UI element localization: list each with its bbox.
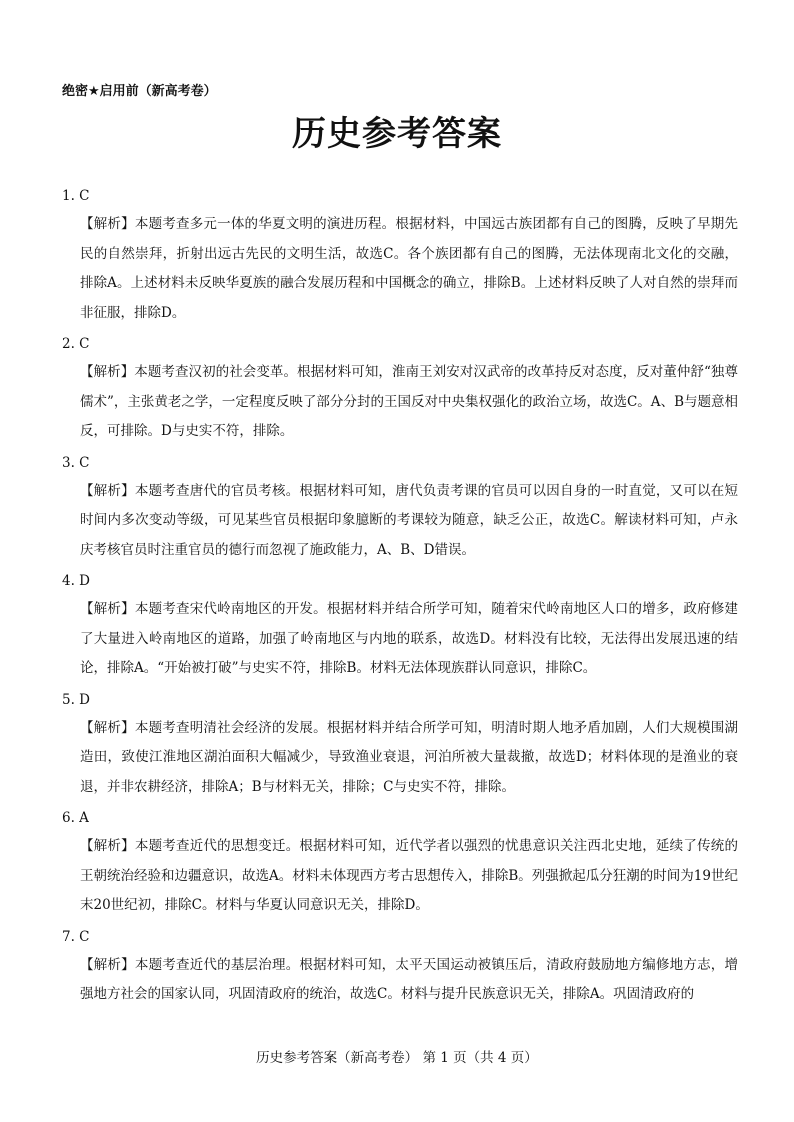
answer-item-3 [62,449,738,566]
question-number: 2. C [62,336,90,352]
answer-item-5 [62,686,738,803]
analysis-text: 【解析】本题考查近代的基层治理。根据材料可知，太平天国运动被镇压后，清政府鼓励地方编修地方志，增强地方社会的国家认同，巩固清政府的统治，故选C。材料与提升民族意识无关，排除A。巩固清政府的 [80,956,738,1002]
question-number: 4. D [62,573,90,589]
question-number: 7. C [62,928,90,945]
question-number: 1. C [62,188,90,204]
analysis-text: 【解析】本题考查唐代的官员考核。根据材料可知，唐代负责考课的官员可以因自身的一时直觉，又可以在短时间内多次变动等级，可见某些官员根据印象臆断的考课较为随意，缺乏公正，故选C。解读材料可知，卢永庆考核官员时注重官员的德行而忽视了施政能力，A、B、D错误。 [80,482,738,558]
answer-item-6 [62,804,738,921]
question-number: 3. C [62,454,90,471]
answer-list [62,182,738,1012]
answer-item-7 [62,923,738,1010]
answer-item-4 [62,567,738,684]
analysis-text: 【解析】本题考查汉初的社会变革。根据材料可知，淮南王刘安对汉武帝的改革持反对态度，反对董仲舒“独尊儒术”，主张黄老之学，一定程度反映了部分分封的王国反对中央集权强化的政治立场，故选C。A、B与题意相反，可排除。D与史实不符，排除。 [80,364,738,439]
analysis-text: 【解析】本题考查近代的思想变迁。根据材料可知，近代学者以强烈的忧患意识关注西北史地，延续了传统的王朝统治经验和边疆意识，故选A。材料未体现西方考古思想传入，排除B。列强掀起瓜分狂潮的时间为19世纪末20世纪初，排除C。材料与华夏认同意识无关，排除D。 [80,838,738,913]
page-footer: 历史参考答案（新高考卷） 第 1 页（共 4 页） [256,1050,538,1066]
question-number: 6. A [62,810,89,826]
confidential-label: 绝密★启用前（新高考卷） [62,84,217,99]
analysis-text: 【解析】本题考查多元一体的华夏文明的演进历程。根据材料，中国远古族团都有自己的图腾，反映了早期先民的自然崇拜，折射出远古先民的文明生活，故选C。各个族团都有自己的图腾，无法体现南北文化的交融，排除A。上述材料未反映华夏族的融合发展历程和中国概念的确立，排除B。上述材料反映了人对自然的崇拜而非征服，排除D。 [80,216,738,321]
answer-item-2 [62,330,738,447]
analysis-text: 【解析】本题考查宋代岭南地区的开发。根据材料并结合所学可知，随着宋代岭南地区人口的增多，政府修建了大量进入岭南地区的道路，加强了岭南地区与内地的联系，故选D。材料没有比较，无法得出发展迅速的结论，排除A。“开始被打破”与史实不符，排除B。材料无法体现族群认同意识，排除C。 [80,601,738,676]
page-title: 历史参考答案 [292,114,502,154]
answer-item-1 [62,182,738,328]
analysis-text: 【解析】本题考查明清社会经济的发展。根据材料并结合所学可知，明清时期人地矛盾加剧，人们大规模围湖造田，致使江淮地区湖泊面积大幅减少，导致渔业衰退，河泊所被大量裁撤，故选D；材料体现的是渔业的衰退，并非农耕经济，排除A；B与材料无关，排除；C与史实不符，排除。 [80,719,738,795]
question-number: 5. D [62,691,90,708]
